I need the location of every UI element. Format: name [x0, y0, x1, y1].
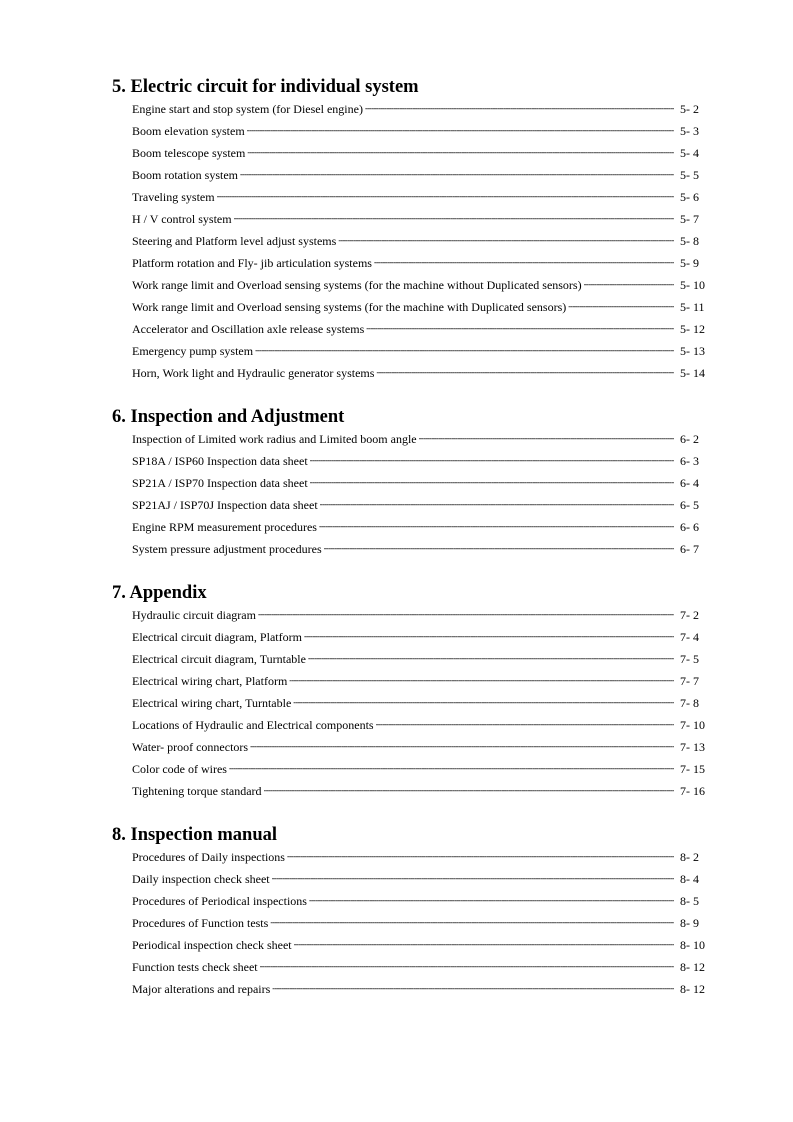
toc-entry[interactable]: [132, 670, 712, 692]
toc-entry-page: 8- 2: [680, 850, 699, 864]
toc-entry-label: Electrical wiring chart, Platform: [132, 674, 288, 688]
dot-leader: [264, 780, 674, 802]
toc-entry-page: 5- 2: [680, 102, 699, 116]
toc-entry-page: 7- 10: [680, 718, 705, 732]
section-heading: 6. Inspection and Adjustment: [112, 407, 345, 427]
toc-entry-label: Major alterations and repairs: [132, 982, 271, 996]
dot-leader: [376, 714, 674, 736]
toc-entry[interactable]: [132, 98, 712, 120]
toc-entry-page: 8- 12: [680, 982, 705, 996]
toc-entry[interactable]: [132, 230, 712, 252]
dot-leader: [270, 912, 674, 934]
section-heading: 8. Inspection manual: [112, 825, 277, 845]
toc-section: [112, 76, 712, 384]
toc-entry[interactable]: [132, 450, 712, 472]
dot-leader: [310, 450, 674, 472]
toc-entry[interactable]: [132, 296, 712, 318]
toc-entry-label: Boom rotation system: [132, 168, 238, 182]
dot-leader: [250, 736, 674, 758]
toc-entry[interactable]: [132, 538, 712, 560]
dot-leader: [272, 978, 674, 1000]
dot-leader: [304, 626, 674, 648]
toc-entry-label: Tightening torque standard: [132, 784, 262, 798]
toc-entry[interactable]: [132, 736, 712, 758]
toc-entry[interactable]: [132, 934, 712, 956]
toc-entry[interactable]: [132, 362, 712, 384]
toc-entry-label: Water- proof connectors: [132, 740, 249, 754]
toc-entry-page: 5- 13: [680, 344, 705, 358]
toc-entry-label: Procedures of Function tests: [132, 916, 269, 930]
toc-entry-label: Work range limit and Overload sensing systems (for the machine with Duplicated sensors): [132, 300, 567, 314]
toc-entry-page: 8- 10: [680, 938, 705, 952]
toc-entry[interactable]: [132, 472, 712, 494]
toc-entry-page: 7- 15: [680, 762, 705, 776]
toc-entry[interactable]: [132, 978, 712, 1000]
dot-leader: [234, 208, 674, 230]
toc-entry[interactable]: [132, 252, 712, 274]
toc-entry[interactable]: [132, 956, 712, 978]
dot-leader: [324, 538, 674, 560]
dot-leader: [374, 252, 674, 274]
toc-entry-label: Boom elevation system: [132, 124, 245, 138]
toc-entry-label: Electrical circuit diagram, Turntable: [132, 652, 306, 666]
toc-section: [112, 582, 712, 802]
toc-entry[interactable]: [132, 692, 712, 714]
toc-entry-page: 7- 8: [680, 696, 699, 710]
dot-leader: [294, 934, 674, 956]
toc-entry-page: 8- 9: [680, 916, 699, 930]
toc-entry-label: Hydraulic circuit diagram: [132, 608, 256, 622]
toc-entry[interactable]: [132, 274, 712, 296]
toc-entry[interactable]: [132, 846, 712, 868]
toc-entry-label: Work range limit and Overload sensing systems (for the machine without Duplicated sensors): [132, 278, 582, 292]
toc-entry-page: 7- 13: [680, 740, 705, 754]
toc-entry[interactable]: [132, 604, 712, 626]
toc-entry-label: Engine start and stop system (for Diesel engine): [132, 102, 363, 116]
toc-entry[interactable]: [132, 186, 712, 208]
toc-entry-page: 5- 8: [680, 234, 699, 248]
dot-leader: [260, 956, 674, 978]
toc-entry[interactable]: [132, 340, 712, 362]
toc-entry-page: 5- 14: [680, 366, 705, 380]
toc-entry[interactable]: [132, 120, 712, 142]
toc-entry-page: 5- 12: [680, 322, 705, 336]
toc-entry-label: Horn, Work light and Hydraulic generator systems: [132, 366, 375, 380]
dot-leader: [338, 230, 674, 252]
toc-entry-label: Accelerator and Oscillation axle release systems: [132, 322, 365, 336]
dot-leader: [320, 494, 674, 516]
toc-entry[interactable]: [132, 164, 712, 186]
dot-leader: [258, 604, 674, 626]
toc-entry-page: 8- 12: [680, 960, 705, 974]
dot-leader: [287, 846, 674, 868]
toc-entry-label: Inspection of Limited work radius and Limited boom angle: [132, 432, 417, 446]
toc-entry-label: Boom telescope system: [132, 146, 246, 160]
toc-entry[interactable]: [132, 626, 712, 648]
toc-entry-page: 6- 2: [680, 432, 699, 446]
toc-entry-page: 7- 7: [680, 674, 699, 688]
toc-entry-label: Platform rotation and Fly- jib articulation systems: [132, 256, 372, 270]
toc-entry-page: 6- 7: [680, 542, 699, 556]
toc-entry-page: 7- 2: [680, 608, 699, 622]
toc-entry-label: Locations of Hydraulic and Electrical components: [132, 718, 374, 732]
toc-entry-page: 5- 5: [680, 168, 699, 182]
dot-leader: [310, 472, 674, 494]
toc-entry-label: Engine RPM measurement procedures: [132, 520, 317, 534]
toc-entry-page: 5- 6: [680, 190, 699, 204]
toc-entry-page: 6- 6: [680, 520, 699, 534]
toc-entry[interactable]: [132, 758, 712, 780]
toc-entry[interactable]: [132, 780, 712, 802]
toc-entry-page: 6- 4: [680, 476, 699, 490]
toc-entry[interactable]: [132, 318, 712, 340]
toc-entry-page: 5- 11: [680, 300, 705, 314]
toc-entry-page: 5- 4: [680, 146, 699, 160]
toc-entry[interactable]: [132, 208, 712, 230]
dot-leader: [319, 516, 674, 538]
dot-leader: [366, 318, 674, 340]
toc-entry[interactable]: [132, 890, 712, 912]
dot-leader: [309, 890, 674, 912]
dot-leader: [289, 670, 674, 692]
dot-leader: [568, 296, 674, 318]
toc-entry-page: 5- 9: [680, 256, 699, 270]
toc-entry-label: Electrical circuit diagram, Platform: [132, 630, 302, 644]
toc-entry[interactable]: [132, 516, 712, 538]
toc-entry[interactable]: [132, 428, 712, 450]
section-heading: 5. Electric circuit for individual system: [112, 77, 419, 97]
dot-leader: [247, 120, 674, 142]
dot-leader: [308, 648, 674, 670]
toc-entry-page: 7- 4: [680, 630, 699, 644]
toc-entry[interactable]: [132, 714, 712, 736]
toc-entry-page: 5- 7: [680, 212, 699, 226]
toc-section: [112, 824, 712, 1000]
section-heading: 7. Appendix: [112, 583, 207, 603]
dot-leader: [376, 362, 674, 384]
toc-entry[interactable]: [132, 648, 712, 670]
toc-entry-label: Steering and Platform level adjust systems: [132, 234, 337, 248]
toc-entry[interactable]: [132, 142, 712, 164]
toc-entry-label: SP21A / ISP70 Inspection data sheet: [132, 476, 308, 490]
dot-leader: [272, 868, 674, 890]
dot-leader: [293, 692, 674, 714]
toc-entry-label: System pressure adjustment procedures: [132, 542, 322, 556]
toc-section: [112, 406, 712, 560]
toc-entry-label: H / V control system: [132, 212, 232, 226]
dot-leader: [365, 98, 674, 120]
toc-entry-label: Daily inspection check sheet: [132, 872, 270, 886]
toc-entry-label: Periodical inspection check sheet: [132, 938, 292, 952]
dot-leader: [229, 758, 674, 780]
toc-entry-page: 8- 4: [680, 872, 699, 886]
dot-leader: [240, 164, 674, 186]
toc-entry-label: Procedures of Periodical inspections: [132, 894, 307, 908]
toc-entry-label: Electrical wiring chart, Turntable: [132, 696, 292, 710]
toc-entry-page: 7- 16: [680, 784, 705, 798]
toc-entry-label: Traveling system: [132, 190, 215, 204]
dot-leader: [247, 142, 674, 164]
dot-leader: [217, 186, 674, 208]
toc-entry-label: SP18A / ISP60 Inspection data sheet: [132, 454, 308, 468]
dot-leader: [255, 340, 674, 362]
toc-entry-page: 5- 3: [680, 124, 699, 138]
toc-entry[interactable]: [132, 494, 712, 516]
toc-entry-page: 5- 10: [680, 278, 705, 292]
toc-entry-page: 8- 5: [680, 894, 699, 908]
dot-leader: [584, 274, 674, 296]
toc-entry[interactable]: [132, 912, 712, 934]
toc-entry-page: 6- 5: [680, 498, 699, 512]
toc-entry-page: 6- 3: [680, 454, 699, 468]
toc-entry-label: Emergency pump system: [132, 344, 254, 358]
toc-entry-page: 7- 5: [680, 652, 699, 666]
toc-entry-label: SP21AJ / ISP70J Inspection data sheet: [132, 498, 318, 512]
dot-leader: [419, 428, 674, 450]
toc-entry[interactable]: [132, 868, 712, 890]
toc-entry-label: Procedures of Daily inspections: [132, 850, 285, 864]
toc-entry-label: Function tests check sheet: [132, 960, 258, 974]
toc-entry-label: Color code of wires: [132, 762, 227, 776]
